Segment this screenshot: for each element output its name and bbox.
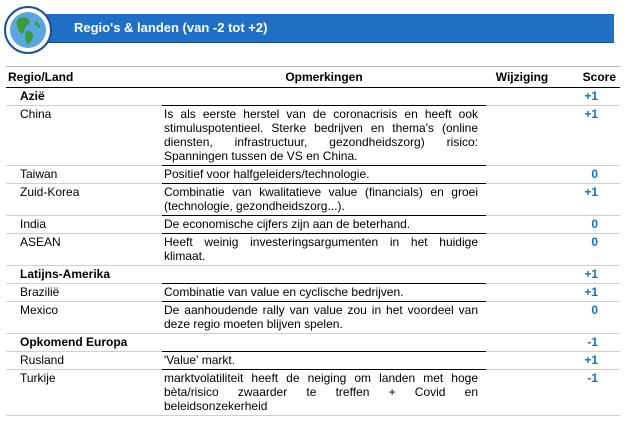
table-row xyxy=(6,302,620,334)
score-cell: +1 xyxy=(558,284,620,302)
score-cell: 0 xyxy=(558,234,620,266)
score-cell: +1 xyxy=(558,184,620,216)
score-cell: 0 xyxy=(558,216,620,234)
table-group-row xyxy=(6,266,620,284)
table-row xyxy=(6,234,620,266)
change-cell xyxy=(486,88,558,106)
table-row xyxy=(6,284,620,302)
comment-cell xyxy=(162,334,486,352)
comment-cell: Positief voor halfgeleiders/technologie. xyxy=(162,166,486,184)
score-cell: +1 xyxy=(558,106,620,166)
region-cell: Taiwan xyxy=(6,166,162,184)
comment-cell: Heeft weinig investeringsargumenten in het huidige klimaat. xyxy=(162,234,486,266)
region-cell: India xyxy=(6,216,162,234)
column-header-comment: Opmerkingen xyxy=(162,67,486,88)
region-cell: Rusland xyxy=(6,352,162,370)
column-header-score: Score xyxy=(558,67,620,88)
table-row xyxy=(6,166,620,184)
table-row xyxy=(6,106,620,166)
score-cell: 0 xyxy=(558,302,620,334)
column-header-region: Regio/Land xyxy=(6,67,162,88)
table-group-row xyxy=(6,88,620,106)
region-cell: Latijns-Amerika xyxy=(6,266,162,284)
region-cell: ASEAN xyxy=(6,234,162,266)
score-cell: +1 xyxy=(558,88,620,106)
change-cell xyxy=(486,266,558,284)
comment-cell xyxy=(162,88,486,106)
comment-cell: De economische cijfers zijn aan de beterhand. xyxy=(162,216,486,234)
score-cell: -1 xyxy=(558,334,620,352)
region-cell: China xyxy=(6,106,162,166)
score-cell: -1 xyxy=(558,370,620,416)
change-cell xyxy=(486,166,558,184)
region-cell: Azië xyxy=(6,88,162,106)
region-cell: Turkije xyxy=(6,370,162,416)
score-cell: 0 xyxy=(558,166,620,184)
table-row xyxy=(6,216,620,234)
comment-cell: De aanhoudende rally van value zou in het voordeel van deze regio moeten blijven spelen. xyxy=(162,302,486,334)
comment-cell: Combinatie van kwalitatieve value (financials) en groei (technologie, gezondheidszorg...). xyxy=(162,184,486,216)
change-cell xyxy=(486,106,558,166)
change-cell xyxy=(486,302,558,334)
globe-icon xyxy=(4,6,52,54)
comment-cell xyxy=(162,266,486,284)
region-cell: Mexico xyxy=(6,302,162,334)
table-header-row xyxy=(6,67,620,88)
change-cell xyxy=(486,216,558,234)
change-cell xyxy=(486,184,558,216)
region-cell: Brazilië xyxy=(6,284,162,302)
region-cell: Zuid-Korea xyxy=(6,184,162,216)
change-cell xyxy=(486,352,558,370)
region-cell: Opkomend Europa xyxy=(6,334,162,352)
table-group-row xyxy=(6,334,620,352)
table-body xyxy=(6,88,620,416)
change-cell xyxy=(486,234,558,266)
comment-cell: 'Value' markt. xyxy=(162,352,486,370)
comment-cell: marktvolatiliteit heeft de neiging om landen met hoge bèta/risico zwaarder te treffen + Covid en beleidsonzekerheid xyxy=(162,370,486,416)
table-row xyxy=(6,370,620,416)
change-cell xyxy=(486,284,558,302)
regions-table xyxy=(6,66,620,416)
change-cell xyxy=(486,334,558,352)
table-row xyxy=(6,184,620,216)
change-cell xyxy=(486,370,558,416)
comment-cell: Is als eerste herstel van de coronacrisis en heeft ook stimuluspotentieel. Sterke bedrijven en thema's (online diensten, infrastructuur, gezondheidszorg) risico: Spanningen tussen de VS en China. xyxy=(162,106,486,166)
title-bar xyxy=(44,14,614,43)
score-cell: +1 xyxy=(558,352,620,370)
table-row xyxy=(6,352,620,370)
column-header-change: Wijziging xyxy=(486,67,558,88)
header-banner xyxy=(0,0,635,60)
score-cell: +1 xyxy=(558,266,620,284)
page-title: Regio's & landen (van -2 tot +2) xyxy=(74,20,268,35)
comment-cell: Combinatie van value en cyclische bedrijven. xyxy=(162,284,486,302)
